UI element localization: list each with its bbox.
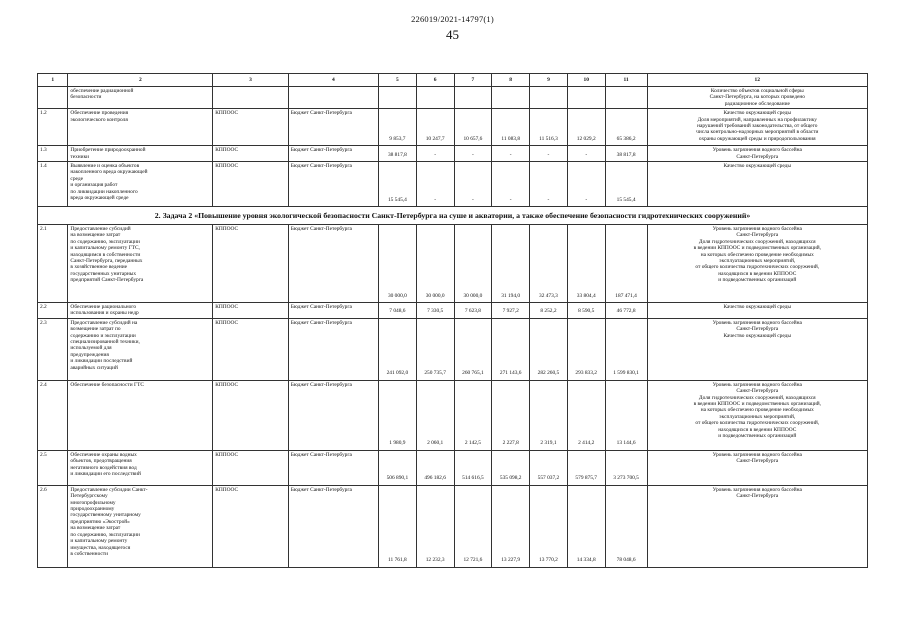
funding-source	[288, 87, 378, 109]
row-number: 2.4	[38, 380, 68, 450]
total-value: 78 048,6	[605, 485, 647, 567]
year-value: 8 590,5	[567, 303, 605, 319]
activity-name: Обеспечение охраны водных объектов, предотвращения негативного воздействия вод и ликвидации его последствий	[68, 450, 213, 485]
year-value: -	[567, 162, 605, 207]
indicator: Уровень загрязнения водного бассейна Санкт-Петербурга	[647, 450, 867, 485]
funding-source: Бюджет Санкт-Петербурга	[288, 303, 378, 319]
executor: КППООС	[213, 162, 289, 207]
year-value: 30 000,0	[454, 225, 492, 303]
year-value: 535 098,2	[492, 450, 530, 485]
indicator: Качество окружающей среды Доля мероприятий, направленных на профилактику нарушений требований законодательства, от общего числа контрольно-надзорных мероприятий в области охраны окружающей среды и природопользования	[647, 109, 867, 146]
activity-name: Предоставление субсидий на возмещение затрат по содержанию и эксплуатации специализированной техники, используемой для предупреждения и ликвидации последствий аварийных ситуаций	[68, 318, 213, 380]
row-number: 2.1	[38, 225, 68, 303]
section-title: 2. Задача 2 «Повышение уровня экологической безопасности Санкт-Петербурга на суше и акватории, а также обеспечение безопасности гидротехнических сооружений»	[38, 207, 868, 225]
year-value: 506 890,1	[379, 450, 417, 485]
indicator: Уровень загрязнения водного бассейна Санкт-Петербурга	[647, 146, 867, 162]
year-value: 32 473,3	[530, 225, 568, 303]
year-value: 514 616,5	[454, 450, 492, 485]
funding-source: Бюджет Санкт-Петербурга	[288, 146, 378, 162]
year-value: 1 980,9	[379, 380, 417, 450]
column-header: 4	[288, 74, 378, 87]
column-header: 9	[530, 74, 568, 87]
row-number: 1.3	[38, 146, 68, 162]
table-row	[38, 109, 868, 146]
total-value: 65 386,2	[605, 109, 647, 146]
total-value: 13 144,6	[605, 380, 647, 450]
column-header: 12	[647, 74, 867, 87]
executor: КППООС	[213, 225, 289, 303]
activity-name: Обеспечение безопасности ГТС	[68, 380, 213, 450]
row-number: 2.2	[38, 303, 68, 319]
funding-source: Бюджет Санкт-Петербурга	[288, 225, 378, 303]
table-row	[38, 485, 868, 567]
year-value: -	[416, 162, 454, 207]
activity-name: обеспечение радиационной безопасности	[68, 87, 213, 109]
column-header: 3	[213, 74, 289, 87]
funding-source: Бюджет Санкт-Петербурга	[288, 485, 378, 567]
total-value: 187 471,4	[605, 225, 647, 303]
year-value	[530, 87, 568, 109]
year-value: 15 545,4	[379, 162, 417, 207]
year-value: 579 875,7	[567, 450, 605, 485]
executor: КППООС	[213, 146, 289, 162]
year-value: 260 765,1	[454, 318, 492, 380]
column-header: 11	[605, 74, 647, 87]
executor: КППООС	[213, 109, 289, 146]
year-value: 9 853,7	[379, 109, 417, 146]
document-number: 226019/2021-14797(1)	[411, 14, 494, 24]
funding-source: Бюджет Санкт-Петербурга	[288, 109, 378, 146]
year-value: 14 334,8	[567, 485, 605, 567]
table-row	[38, 318, 868, 380]
executor: КППООС	[213, 318, 289, 380]
year-value: 241 092,0	[379, 318, 417, 380]
year-value: -	[454, 146, 492, 162]
year-value: 11 516,3	[530, 109, 568, 146]
year-value: -	[492, 146, 530, 162]
indicator: Уровень загрязнения водного бассейна Санкт-Петербурга Доля гидротехнических сооружений, находящихся в ведении КППООС и подведомственных организаций, на которых обеспечено проведение необходимых эксплуатационных мероприятий, от общего количества гидротехнических сооружений, находящихся в ведении КППООС и подведомственных организаций	[647, 225, 867, 303]
row-number: 2.3	[38, 318, 68, 380]
row-number: 1.4	[38, 162, 68, 207]
year-value: 2 060,1	[416, 380, 454, 450]
year-value: 33 804,4	[567, 225, 605, 303]
column-header: 2	[68, 74, 213, 87]
column-header: 7	[454, 74, 492, 87]
table-row	[38, 303, 868, 319]
year-value: -	[530, 146, 568, 162]
row-number: 2.6	[38, 485, 68, 567]
year-value: -	[567, 146, 605, 162]
year-value: 7 623,8	[454, 303, 492, 319]
year-value	[567, 87, 605, 109]
year-value: 282 260,5	[530, 318, 568, 380]
year-value: 2 414,2	[567, 380, 605, 450]
year-value	[454, 87, 492, 109]
indicator: Качество окружающей среды	[647, 162, 867, 207]
activity-name: Обеспечение рационального использования и охраны недр	[68, 303, 213, 319]
year-value: 10 657,6	[454, 109, 492, 146]
total-value	[605, 87, 647, 109]
year-value: 2 142,5	[454, 380, 492, 450]
table-row	[38, 450, 868, 485]
section-row	[38, 207, 868, 225]
executor: КППООС	[213, 485, 289, 567]
table-row	[38, 380, 868, 450]
indicator: Количество объектов социальной сферы Санкт-Петербурга, на которых проведено радиационное обследование	[647, 87, 867, 109]
year-value: 557 037,2	[530, 450, 568, 485]
total-value: 46 772,8	[605, 303, 647, 319]
executor	[213, 87, 289, 109]
activity-name: Выявление и оценка объектов накопленного вреда окружающей среде и организация работ по ликвидации накопленного вреда окружающей среде	[68, 162, 213, 207]
year-value: 13 227,9	[492, 485, 530, 567]
executor: КППООС	[213, 380, 289, 450]
column-header: 8	[492, 74, 530, 87]
year-value: 10 247,7	[416, 109, 454, 146]
executor: КППООС	[213, 303, 289, 319]
funding-source: Бюджет Санкт-Петербурга	[288, 318, 378, 380]
activity-name: Предоставление субсидий на возмещение затрат по содержанию, эксплуатации и капитальному ремонту ГТС, находящимся в собственности Санкт-Петербурга, переданных в хозяйственное ведение государственных унитарных предприятий Санкт-Петербурга	[68, 225, 213, 303]
funding-source: Бюджет Санкт-Петербурга	[288, 450, 378, 485]
year-value: 496 182,6	[416, 450, 454, 485]
table-row	[38, 87, 868, 109]
year-value	[379, 87, 417, 109]
year-value: -	[530, 162, 568, 207]
year-value: -	[454, 162, 492, 207]
column-header: 6	[416, 74, 454, 87]
row-number	[38, 87, 68, 109]
column-header: 1	[38, 74, 68, 87]
year-value: 7 048,6	[379, 303, 417, 319]
indicator: Уровень загрязнения водного бассейна Санкт-Петербурга Доля гидротехнических сооружений, находящихся в ведении КППООС и подведомственных организаций, на которых обеспечено проведение необходимых эксплуатационных мероприятий, от общего количества гидротехнических сооружений, находящихся в ведении КППООС и подведомственных организаций	[647, 380, 867, 450]
column-header: 10	[567, 74, 605, 87]
year-value: 7 927,2	[492, 303, 530, 319]
row-number: 1.2	[38, 109, 68, 146]
year-value: 12 029,2	[567, 109, 605, 146]
funding-source: Бюджет Санкт-Петербурга	[288, 380, 378, 450]
year-value: 11 083,8	[492, 109, 530, 146]
executor: КППООС	[213, 450, 289, 485]
page-number: 45	[446, 27, 459, 42]
year-value: 30 000,0	[379, 225, 417, 303]
year-value: 13 770,2	[530, 485, 568, 567]
year-value: 293 833,2	[567, 318, 605, 380]
year-value: 12 721,6	[454, 485, 492, 567]
indicator: Уровень загрязнения водного бассейна Санкт-Петербурга	[647, 485, 867, 567]
table-row	[38, 225, 868, 303]
total-value: 3 273 700,5	[605, 450, 647, 485]
year-value: 271 143,6	[492, 318, 530, 380]
year-value: 7 330,5	[416, 303, 454, 319]
column-header-row	[38, 74, 868, 87]
indicator: Уровень загрязнения водного бассейна Санкт-Петербурга Качество окружающей среды	[647, 318, 867, 380]
total-value: 15 545,4	[605, 162, 647, 207]
year-value: -	[492, 162, 530, 207]
activity-name: Обеспечение проведения экологического контроля	[68, 109, 213, 146]
total-value: 38 817,8	[605, 146, 647, 162]
year-value: -	[416, 146, 454, 162]
funding-source: Бюджет Санкт-Петербурга	[288, 162, 378, 207]
table-row	[38, 146, 868, 162]
year-value: 2 227,8	[492, 380, 530, 450]
table-row	[38, 162, 868, 207]
activity-name: Предоставление субсидии Санкт- Петербургскому многопрофильному природоохранному государственному унитарному предприятию «Экострой» на возмещение затрат по содержанию, эксплуатации и капитальному ремонту имущества, находящегося в собственности	[68, 485, 213, 567]
program-table	[37, 73, 868, 568]
year-value: 30 000,0	[416, 225, 454, 303]
activity-name: Приобретение природоохранной техники	[68, 146, 213, 162]
year-value: 2 319,1	[530, 380, 568, 450]
indicator: Качество окружающей среды	[647, 303, 867, 319]
year-value	[416, 87, 454, 109]
year-value: 12 232,3	[416, 485, 454, 567]
year-value	[492, 87, 530, 109]
year-value: 11 761,8	[379, 485, 417, 567]
year-value: 38 817,8	[379, 146, 417, 162]
total-value: 1 599 830,1	[605, 318, 647, 380]
row-number: 2.5	[38, 450, 68, 485]
year-value: 250 735,7	[416, 318, 454, 380]
column-header: 5	[379, 74, 417, 87]
year-value: 8 252,2	[530, 303, 568, 319]
year-value: 31 194,0	[492, 225, 530, 303]
